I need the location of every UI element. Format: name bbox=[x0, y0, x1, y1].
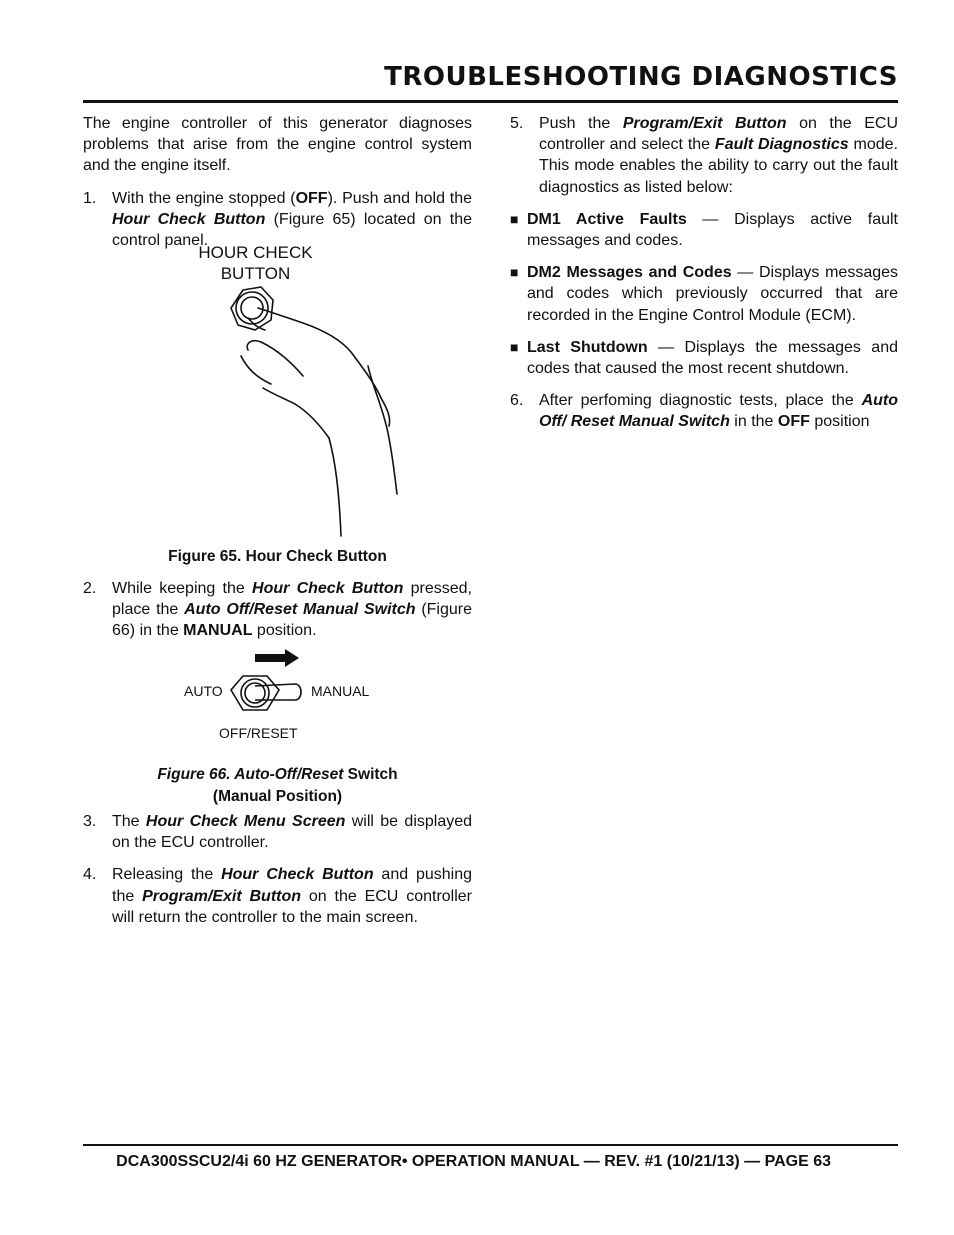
figure-65 bbox=[83, 238, 472, 578]
step-4 bbox=[83, 864, 472, 928]
page-title: TROUBLESHOOTING DIAGNOSTICS bbox=[384, 62, 898, 92]
off-reset-label: OFF/RESET bbox=[219, 725, 298, 741]
square-bullet-icon: ■ bbox=[510, 338, 519, 355]
figure-66-caption: Figure 66. Auto-Off/Reset Switch (Manual Position) bbox=[157, 766, 398, 805]
page-footer: DCA300SSCU2/4i 60 HZ GENERATOR• OPERATION MANUAL — REV. #1 (10/21/13) — PAGE 63 bbox=[116, 1153, 831, 1170]
square-bullet-icon: ■ bbox=[510, 264, 519, 281]
header-rule bbox=[83, 100, 898, 103]
step-text: The Hour Check Menu Screen will be displayed on the ECU controller. bbox=[112, 813, 473, 852]
step-number: 4. bbox=[83, 866, 97, 884]
right-column bbox=[510, 113, 898, 444]
bullet-item: ■ Last Shutdown — Displays the messages and codes that caused the most recent shutdown. bbox=[510, 337, 898, 379]
step-2 bbox=[83, 578, 472, 642]
bullet-item: ■ DM2 Messages and Codes — Displays messages and codes which previously occurred that are recorded in the Engine Control Module (ECM). bbox=[510, 262, 898, 326]
step-text: With the engine stopped (OFF). Push and hold the Hour Check Button (Figure 65) located on the control panel. bbox=[112, 189, 472, 250]
step-number: 2. bbox=[83, 580, 97, 597]
toggle-switch-icon bbox=[83, 646, 472, 746]
square-bullet-icon: ■ bbox=[510, 210, 519, 227]
figure-65-caption: Figure 65. Hour Check Button bbox=[168, 548, 387, 565]
step-2-block bbox=[83, 578, 472, 653]
step-number: 3. bbox=[83, 813, 97, 830]
steps-3-4-block bbox=[83, 811, 472, 939]
step-3 bbox=[83, 811, 472, 853]
hand-pressing-button-icon bbox=[83, 238, 472, 538]
footer-rule bbox=[83, 1144, 898, 1146]
step-number: 5. bbox=[510, 115, 524, 132]
step-number: 1. bbox=[83, 189, 97, 207]
auto-label: AUTO bbox=[184, 683, 223, 699]
step-6 bbox=[510, 390, 898, 432]
manual-label: MANUAL bbox=[311, 683, 370, 699]
step-text: After perfoming diagnostic tests, place the Auto Off/ Reset Manual Switch in the OFF position bbox=[539, 392, 898, 431]
hour-check-label: HOUR CHECK BUTTON bbox=[198, 243, 313, 283]
step-text: Releasing the Hour Check Button and pushing the Program/Exit Button on the ECU controller will return the controller to the main screen. bbox=[112, 866, 473, 926]
step-text: Push the Program/Exit Button on the ECU controller and select the Fault Diagnostics mode. This mode enables the ability to carry out the fault diagnostics as listed below: bbox=[539, 115, 899, 196]
step-text: While keeping the Hour Check Button pressed, place the Auto Off/Reset Manual Switch (Figure 66) in the MANUAL position. bbox=[112, 580, 473, 640]
intro-paragraph: The engine controller of this generator diagnoses problems that arise from the engine control system and the engine itself. bbox=[83, 115, 472, 175]
bullet-item: ■ DM1 Active Faults — Displays active fault messages and codes. bbox=[510, 209, 898, 251]
step-number: 6. bbox=[510, 392, 524, 410]
step-5 bbox=[510, 113, 898, 198]
figure-66 bbox=[83, 646, 472, 806]
